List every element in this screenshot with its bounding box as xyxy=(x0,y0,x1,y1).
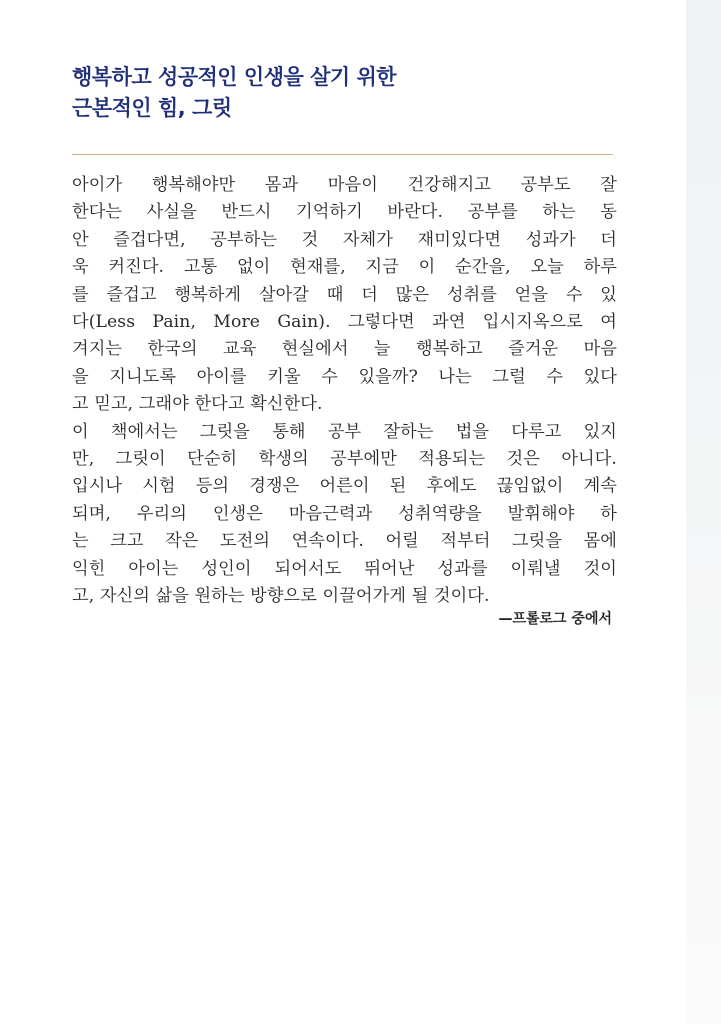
text-line: 고, 자신의 삶을 원하는 방향으로 이끌어가게 될 것이다. xyxy=(72,586,490,607)
text-line: 다(Less Pain, More Gain). 그렇다면 과연 입시지옥으로 여 xyxy=(72,312,617,333)
title-line-2: 근본적인 힘, 그릿 xyxy=(72,96,232,120)
text-line: 고 믿고, 그래야 한다고 확신한다. xyxy=(72,394,323,415)
text-line: 를 즐겁고 행복하게 살아갈 때 더 많은 성취를 얻을 수 있 xyxy=(72,284,617,305)
page-title xyxy=(72,62,632,124)
text-line: 입시나 시험 등의 경쟁은 어른이 된 후에도 끊임없이 계속 xyxy=(72,476,617,497)
text-line: 는 크고 작은 도전의 연속이다. 어릴 적부터 그릿을 몸에 xyxy=(72,531,617,552)
text-line: 익힌 아이는 성인이 되어서도 뛰어난 성과를 이뤄낼 것이 xyxy=(72,558,617,579)
source-attribution: —프롤로그 중에서 xyxy=(498,611,612,627)
text-line: 겨지는 한국의 교육 현실에서 늘 행복하고 즐거운 마음 xyxy=(72,339,617,360)
text-line: 한다는 사실을 반드시 기억하기 바란다. 공부를 하는 동 xyxy=(72,202,617,223)
title-divider xyxy=(72,154,613,155)
text-line: 되며, 우리의 인생은 마음근력과 성취역량을 발휘해야 하 xyxy=(72,503,617,524)
text-line: 욱 커진다. 고통 없이 현재를, 지금 이 순간을, 오늘 하루 xyxy=(72,257,617,278)
title-line-1: 행복하고 성공적인 인생을 살기 위한 xyxy=(72,65,397,89)
text-line: 이 책에서는 그릿을 통해 공부 잘하는 법을 다루고 있지 xyxy=(72,421,617,442)
text-line: 안 즐겁다면, 공부하는 것 자체가 재미있다면 성과가 더 xyxy=(72,229,617,250)
page-edge-strip xyxy=(686,0,721,1024)
paragraph-1 xyxy=(72,172,617,419)
body-text xyxy=(72,172,617,611)
text-line: 을 지니도록 아이를 키울 수 있을까? 나는 그럴 수 있다 xyxy=(72,366,617,387)
text-line: 아이가 행복해야만 몸과 마음이 건강해지고 공부도 잘 xyxy=(72,175,617,195)
paragraph-2 xyxy=(72,419,617,611)
text-line: 만, 그릿이 단순히 학생의 공부에만 적용되는 것은 아니다. xyxy=(72,449,617,470)
